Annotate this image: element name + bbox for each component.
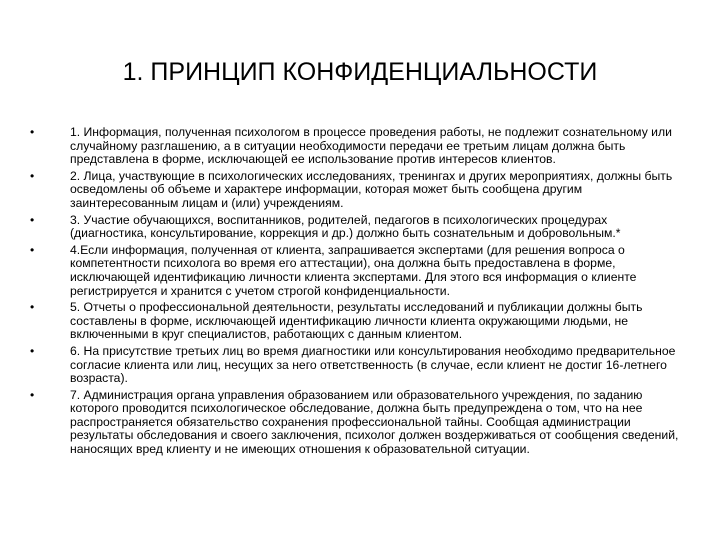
- list-item: [26, 170, 686, 211]
- list-item: [26, 389, 686, 457]
- slide-title: 1. ПРИНЦИП КОНФИДЕНЦИАЛЬНОСТИ: [122, 58, 598, 86]
- list-item-text: 3. Участие обучающихся, воспитанников, родителей, педагогов в психологических процедурах (диагностика, консультирование, коррекция и др.) должно быть сознательным и добровольным.*: [70, 212, 621, 241]
- list-item-text: 2. Лица, участвующие в психологических исследованиях, тренингах и других мероприятиях, должны быть осведомлены об объеме и характере информации, которая может быть сообщена другим заинтересованным лицам и (или) учреждениям.: [70, 168, 673, 210]
- list-item-text: 4.Если информация, полученная от клиента, запрашивается экспертами (для решения вопроса о компетентности психолога во время его аттестации), она должна быть предоставлена в форме, исключающей идентификацию личности клиента экспертами. Для этого вся информация о клиенте регистрируется и хранится с учетом строгой конфиденциальности.: [70, 242, 637, 298]
- list-item: [26, 244, 686, 298]
- list-item-text: 6. На присутствие третьих лиц во время диагностики или консультирования необходимо предварительное согласие клиента или лиц, несущих за него ответственность (в случае, если клиент не достиг 16-летнего возраста).: [70, 343, 676, 386]
- bullet-icon: •: [30, 300, 35, 315]
- list-item-text: 5. Отчеты о профессиональной деятельности, результаты исследований и публикации должны быть составлены в форме, исключающей идентификацию личности клиента окружающими людьми, не включенными в круг специалистов, работающих с данным клиентом.: [70, 300, 643, 342]
- bullet-icon: •: [30, 168, 35, 183]
- list-item-text: 7. Администрация органа управления образованием или образовательного учреждения, по заданию которого проводится психологическое обследование, должна быть предупреждена о том, что на нее распространяется обязательство сохранения профессиональной тайны. Сообщая администрации результаты обследования и своего заключения, психолог должен воздерживаться от сообщения сведений, наносящих вред клиенту и не имеющих отношения к образовательной ситуации.: [70, 387, 679, 457]
- bullet-icon: •: [30, 212, 35, 227]
- list-item: [26, 214, 686, 241]
- bullet-icon: •: [30, 242, 35, 257]
- list-item: [26, 301, 686, 342]
- bullet-list: [26, 126, 686, 460]
- list-item: [26, 126, 686, 167]
- list-item-text: 1. Информация, полученная психологом в процессе проведения работы, не подлежит сознательному или случайному разглашению, а в ситуации необходимости передачи ее третьим лицам должна быть представлена в форме, исключающей ее использование против интересов клиентов.: [70, 125, 672, 167]
- bullet-icon: •: [30, 343, 35, 358]
- list-item: [26, 345, 686, 386]
- bullet-icon: •: [30, 125, 35, 139]
- bullet-icon: •: [30, 387, 35, 402]
